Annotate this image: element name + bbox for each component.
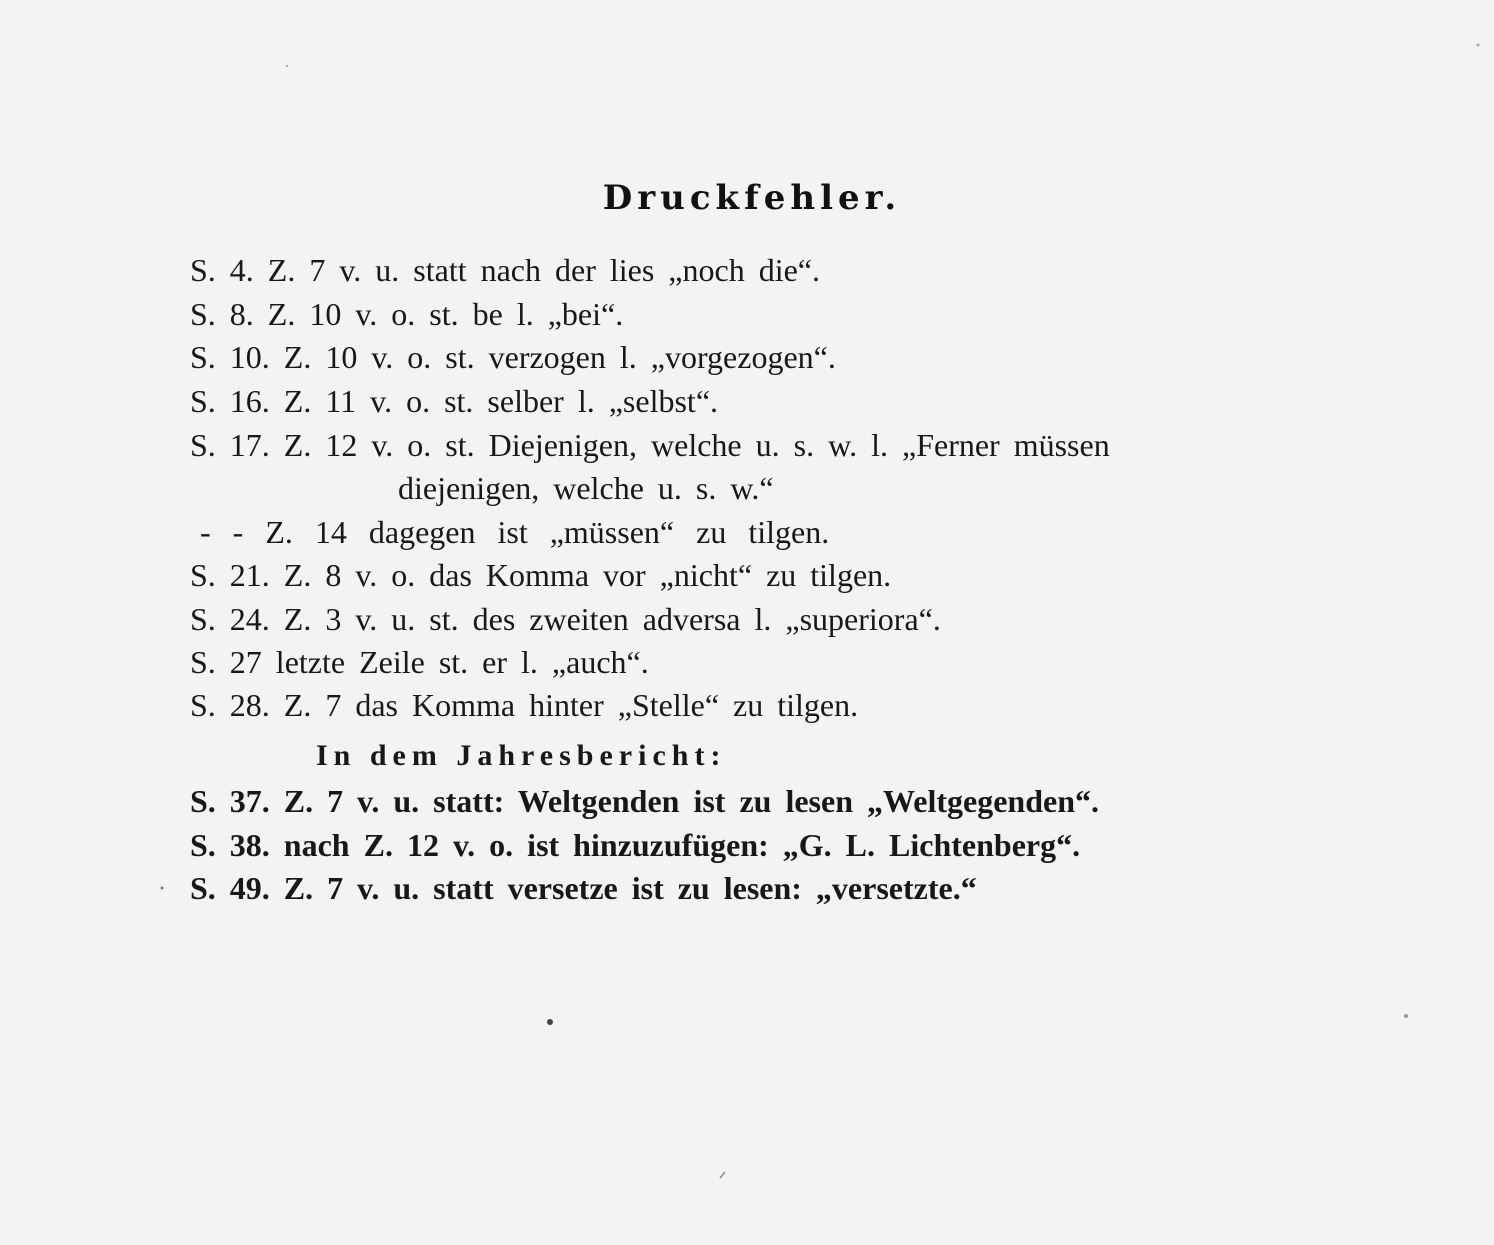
erratum-line-continuation: diejenigen, welche u. s. w.“ xyxy=(398,470,774,506)
report-erratum-line: S. 38. nach Z. 12 v. o. ist hinzuzufügen: „G. L. Lichtenberg“. xyxy=(190,827,1081,863)
report-erratum-line: S. 37. Z. 7 v. u. statt: Weltgenden ist zu lesen „Weltgegenden“. xyxy=(190,783,1099,819)
erratum-line: S. 8. Z. 10 v. o. st. be l. „bei“. xyxy=(190,296,624,332)
report-erratum-line: S. 49. Z. 7 v. u. statt versetze ist zu lesen: „versetzte.“ xyxy=(190,870,977,906)
erratum-line: S. 24. Z. 3 v. u. st. des zweiten adversa l. „superiora“. xyxy=(190,601,941,637)
erratum-line: S. 28. Z. 7 das Komma hinter „Stelle“ zu tilgen. xyxy=(190,687,859,723)
erratum-line: S. 10. Z. 10 v. o. st. verzogen l. „vorgezogen“. xyxy=(190,339,836,375)
erratum-line: S. 21. Z. 8 v. o. das Komma vor „nicht“ zu tilgen. xyxy=(190,557,892,593)
page-title: Druckfehler. xyxy=(602,178,902,218)
erratum-line: S. 17. Z. 12 v. o. st. Diejenigen, welche u. s. w. l. „Ferner müssen xyxy=(190,427,1110,463)
erratum-line: S. 27 letzte Zeile st. er l. „auch“. xyxy=(190,644,649,680)
erratum-line: S. 16. Z. 11 v. o. st. selber l. „selbst“. xyxy=(190,383,719,419)
erratum-line: S. 4. Z. 7 v. u. statt nach der lies „noch die“. xyxy=(190,252,820,288)
erratum-line: - - Z. 14 dagegen ist „müssen“ zu tilgen. xyxy=(200,514,830,550)
section-heading: In dem Jahresbericht: xyxy=(316,739,727,772)
